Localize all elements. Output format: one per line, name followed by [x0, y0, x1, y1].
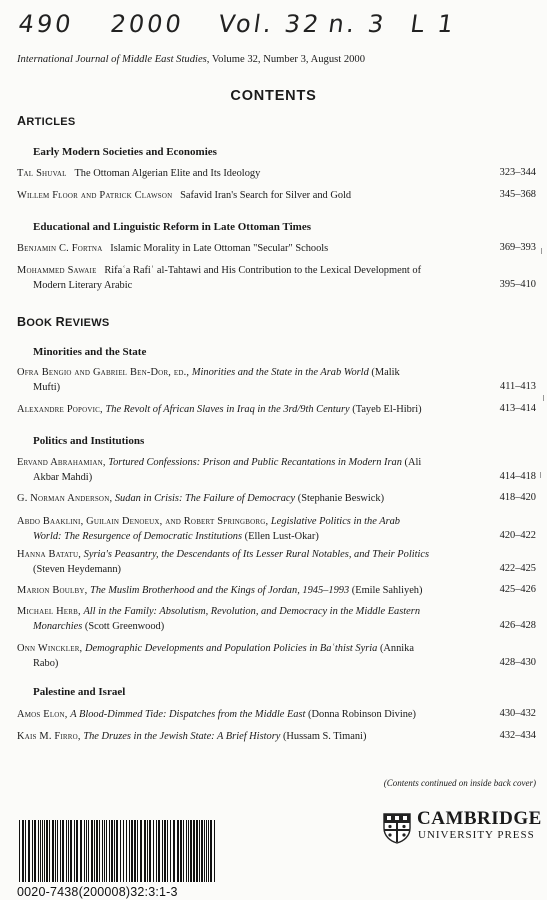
reviewer: (Hussam S. Timani): [282, 731, 367, 742]
review-entry: [17, 366, 455, 395]
barcode-bar: [214, 820, 215, 882]
handwritten-annotation: [15, 10, 460, 46]
barcode-bar: [55, 820, 56, 882]
reviewer: (Malik: [371, 367, 400, 378]
handwriting-part: Vol. 32: [216, 10, 324, 38]
book-title-continued: World: The Resurgence of Democratic Institutions: [33, 530, 243, 542]
barcode-bar: [149, 820, 151, 882]
barcode-bar: [190, 820, 192, 882]
review-entry: [17, 515, 455, 544]
reviewer-continued: (Scott Greenwood): [84, 620, 165, 632]
barcode-bar: [129, 820, 130, 882]
barcode-bar: [153, 820, 154, 882]
review-entry: [17, 708, 455, 723]
scan-artifact: [541, 248, 542, 254]
barcode-bar: [196, 820, 198, 882]
handwriting-part: L 1: [408, 10, 458, 38]
entry-author: Michael Herb,: [17, 606, 81, 617]
barcode-bar: [180, 820, 182, 882]
barcode-bar: [123, 820, 124, 882]
book-title: All in the Family: Absolutism, Revolution, and Democracy in the Middle Eastern: [83, 606, 421, 617]
book-title: The Muslim Brotherhood and the Kings of Jordan, 1945–1993: [90, 585, 350, 596]
entry-pages: 422–425: [499, 563, 536, 574]
entry-author: Abdo Baaklini, Guilain Denoeux, and Robert Springborg,: [17, 516, 269, 527]
entry-author: Hanna Batatu,: [17, 549, 82, 560]
barcode-bar: [68, 820, 69, 882]
review-entry: [17, 403, 455, 418]
book-title: The Druzes in the Jewish State: A Brief History: [83, 731, 281, 742]
entry-author: Ervand Abrahamian,: [17, 457, 106, 468]
entry-author: Amos Elon,: [17, 709, 68, 720]
entry-pages: 432–434: [499, 730, 536, 741]
barcode-bar: [25, 820, 26, 882]
barcode-bar: [186, 820, 187, 882]
section-heading: Politics and Institutions: [33, 435, 145, 447]
entry-pages: 430–432: [499, 708, 536, 719]
toc-entry: [17, 189, 455, 204]
entry-author: Kais M. Firro,: [17, 731, 81, 742]
barcode-bar: [86, 820, 87, 882]
barcode-bar: [104, 820, 105, 882]
barcode-bar: [70, 820, 72, 882]
cambridge-crest-icon: [382, 812, 412, 844]
entry-pages: 413–414: [499, 403, 536, 414]
review-entry: [17, 548, 455, 577]
entry-author: G. Norman Anderson,: [17, 493, 113, 504]
reviewer-continued: (Ellen Lust-Okar): [244, 530, 319, 542]
book-title: The Revolt of African Slaves in Iraq in the 3rd/9th Century: [105, 404, 350, 415]
reviewer-continued: Mufti): [33, 381, 61, 393]
barcode-bar: [114, 820, 115, 882]
barcode-bar: [52, 820, 54, 882]
barcode-bar: [156, 820, 157, 882]
entry-pages: 323–344: [499, 167, 536, 178]
entry-pages: 418–420: [499, 492, 536, 503]
toc-entry: [17, 242, 455, 257]
barcode-bar: [44, 820, 45, 882]
entry-author: Ofra Bengio and Gabriel Ben-Dor, ed.,: [17, 367, 190, 378]
barcode-bar: [76, 820, 78, 882]
reviewer-continued: Rabo): [33, 657, 59, 669]
book-reviews-heading: BOOK REVIEWS: [17, 315, 110, 329]
barcode-bar: [109, 820, 110, 882]
book-title: Tortured Confessions: Prison and Public Recantations in Modern Iran: [108, 457, 402, 468]
handwriting-part: n. 3: [326, 10, 389, 38]
entry-author: Marion Boulby,: [17, 585, 88, 596]
barcode-bar: [84, 820, 85, 882]
review-entry: [17, 492, 455, 507]
entry-pages: 395–410: [499, 279, 536, 290]
barcode-bar: [140, 820, 142, 882]
barcode-bar: [126, 820, 127, 882]
barcode-bar: [131, 820, 133, 882]
barcode-bar: [188, 820, 189, 882]
barcode-bar: [102, 820, 103, 882]
entry-pages: 420–422: [499, 530, 536, 541]
book-title: Sudan in Crisis: The Failure of Democracy: [114, 493, 296, 504]
barcode-bar: [204, 820, 205, 882]
page-title: CONTENTS: [230, 88, 317, 104]
barcode-bar: [40, 820, 41, 882]
book-title: Legislative Politics in the Arab: [270, 516, 401, 527]
journal-title: International Journal of Middle East Studies: [17, 54, 207, 65]
entry-pages: 345–368: [499, 189, 536, 200]
scan-artifact: [540, 472, 541, 478]
barcode-bar: [164, 820, 166, 882]
barcode-bar: [206, 820, 207, 882]
entry-pages: 425–426: [499, 584, 536, 595]
publisher-name: CAMBRIDGE: [417, 808, 542, 829]
entry-pages: 369–393: [499, 242, 536, 253]
barcode-bar: [66, 820, 67, 882]
barcode-bar: [144, 820, 146, 882]
entry-pages: 414–418: [499, 471, 536, 482]
barcode-bar: [137, 820, 138, 882]
barcode-bar: [162, 820, 163, 882]
barcode-bar: [74, 820, 75, 882]
reviewer: (Donna Robinson Divine): [308, 709, 416, 720]
barcode-bar: [173, 820, 175, 882]
barcode-bar: [80, 820, 82, 882]
reviewer: (Annika: [379, 643, 414, 654]
entry-title: Islamic Morality in Late Ottoman "Secular" Schools: [110, 243, 329, 254]
barcode-bar: [170, 820, 171, 882]
entry-title: Rifaʿa Rafiʿ al-Tahtawi and His Contribution to the Lexical Development of: [104, 265, 422, 276]
book-title-continued: Monarchies: [33, 620, 83, 632]
barcode-bar: [183, 820, 184, 882]
journal-issue: , Volume 32, Number 3, August 2000: [206, 54, 366, 65]
reviewer: (Tayeb El-Hibri): [352, 404, 422, 415]
entry-author: Willem Floor and Patrick Clawson: [17, 190, 173, 201]
journal-citation: [17, 54, 537, 65]
book-title: Demographic Developments and Population Policies in Baʿthist Syria: [84, 643, 378, 654]
barcode-bar: [96, 820, 98, 882]
entry-pages: 428–430: [499, 657, 536, 668]
barcode-bar: [99, 820, 100, 882]
review-entry: [17, 456, 455, 485]
barcode-bar: [19, 820, 20, 882]
toc-entry: [17, 264, 487, 293]
review-entry: [17, 584, 455, 599]
barcode-bar: [199, 820, 200, 882]
barcode: [17, 820, 219, 900]
entry-pages: 426–428: [499, 620, 536, 631]
barcode-bar: [57, 820, 58, 882]
barcode-bar: [62, 820, 64, 882]
barcode-bar: [201, 820, 203, 882]
barcode-bar: [111, 820, 113, 882]
entry-author: Mohammed Sawaie: [17, 265, 97, 276]
entry-pages: 411–413: [500, 381, 536, 392]
publisher-press: UNIVERSITY PRESS: [418, 829, 535, 841]
barcode-bar: [208, 820, 209, 882]
barcode-bar: [106, 820, 107, 882]
entry-title: The Ottoman Algerian Elite and Its Ideology: [74, 168, 261, 179]
barcode-number: 0020-7438(200008)32:3:1-3: [17, 885, 178, 899]
review-entry: [17, 730, 455, 745]
reviewer-continued: (Steven Heydemann): [33, 563, 122, 575]
barcode-bar: [88, 820, 89, 882]
entry-title-continued: Modern Literary Arabic: [33, 279, 133, 291]
entry-author: Benjamin C. Fortna: [17, 243, 103, 254]
continued-note: (Contents continued on inside back cover): [383, 778, 536, 788]
barcode-bar: [134, 820, 136, 882]
barcode-bar: [34, 820, 36, 882]
barcode-bar: [94, 820, 95, 882]
section-heading: Early Modern Societies and Economies: [33, 146, 217, 158]
barcode-bar: [60, 820, 61, 882]
barcode-bar: [46, 820, 48, 882]
barcode-bar: [32, 820, 33, 882]
reviewer: (Stephanie Beswick): [297, 493, 385, 504]
section-heading: Palestine and Israel: [33, 686, 126, 698]
scan-artifact: [543, 395, 544, 401]
section-heading: Minorities and the State: [33, 346, 147, 358]
barcode-bar: [91, 820, 93, 882]
reviewer: (Emile Sahliyeh): [351, 585, 423, 596]
handwriting-part: 490: [16, 10, 76, 38]
book-title: A Blood-Dimmed Tide: Dispatches from the Middle East: [70, 709, 306, 720]
reviewer: (Ali: [404, 457, 422, 468]
entry-author: Alexandre Popovic,: [17, 404, 103, 415]
reviewer-continued: Akbar Mahdi): [33, 471, 93, 483]
barcode-bar: [120, 820, 121, 882]
barcode-bar: [147, 820, 148, 882]
barcode-bar: [42, 820, 43, 882]
barcode-bar: [158, 820, 160, 882]
entry-author: Onn Winckler,: [17, 643, 83, 654]
articles-heading: ARTICLES: [17, 114, 76, 128]
entry-title: Safavid Iran's Search for Silver and Gold: [180, 190, 352, 201]
book-title: Syria's Peasantry, the Descendants of Its Lesser Rural Notables, and Their Politics: [83, 549, 430, 560]
toc-entry: [17, 167, 455, 182]
review-entry: [17, 605, 455, 634]
section-heading: Educational and Linguistic Reform in Late Ottoman Times: [33, 221, 311, 233]
review-entry: [17, 642, 455, 671]
book-title: Minorities and the State in the Arab World: [191, 367, 369, 378]
barcode-bar: [28, 820, 30, 882]
barcode-bar: [177, 820, 179, 882]
barcode-bar: [193, 820, 195, 882]
barcode-bar: [116, 820, 118, 882]
barcode-bar: [49, 820, 50, 882]
barcode-bar: [22, 820, 24, 882]
barcode-bars: [17, 820, 219, 884]
barcode-bar: [210, 820, 212, 882]
barcode-bar: [38, 820, 39, 882]
handwriting-part: 2000: [108, 10, 186, 38]
entry-author: Tal Shuval: [17, 168, 67, 179]
barcode-bar: [167, 820, 168, 882]
